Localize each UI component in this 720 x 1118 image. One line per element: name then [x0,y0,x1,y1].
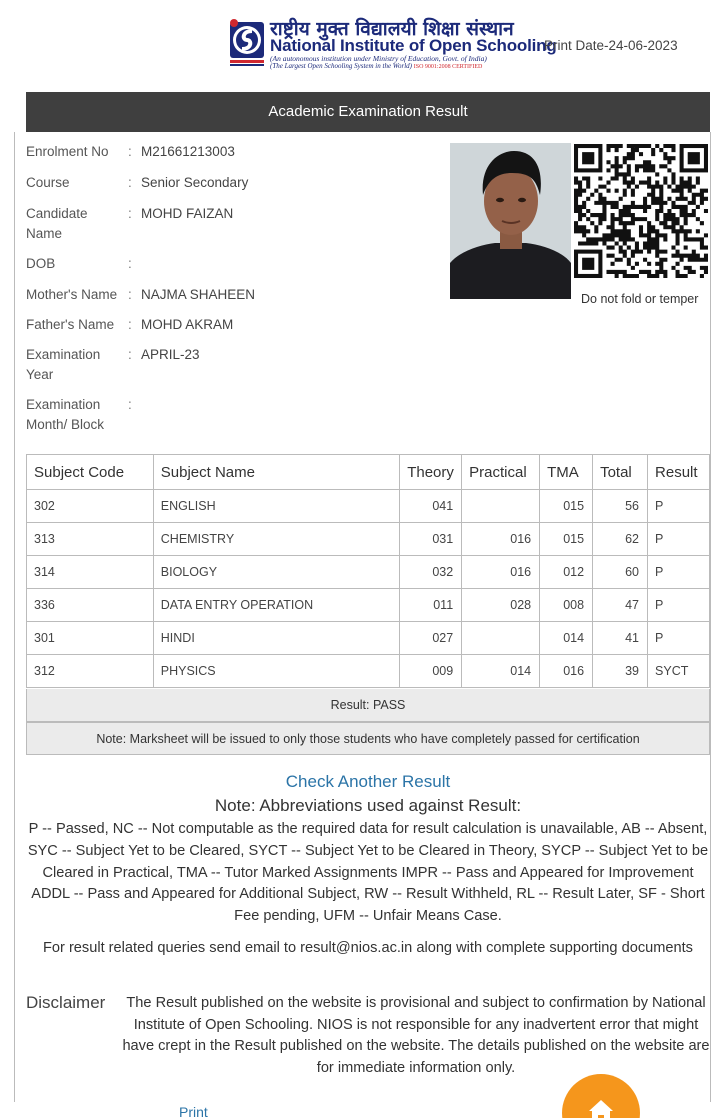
home-button[interactable] [562,1074,640,1118]
cell-practical [462,490,540,523]
cell-theory: 032 [400,556,462,589]
abbreviations-text: P -- Passed, NC -- Not computable as the required data for result calculation is unavailable, AB -- Absent, SYC -- Subject Yet to be Cleared, SYCT -- Subject Yet to be Cleared in Theory, SYCP -- Subject Yet to be Cleared in Practical, TMA -- Tutor Marked Assignments IMPR -- Pass and Appeared for Improvement ADDL -- Pass and Appeared for Additional Subject, RW -- Result Withheld, RL -- Result Later, SF - Short Fee pending, UFM -- Unfair Means Case. [27,821,709,925]
cell-result: P [648,622,710,655]
column-header: Subject Code [27,455,154,490]
frame-border-left [14,132,15,1102]
detail-colon: : [128,144,132,159]
detail-colon: : [128,206,132,221]
cell-theory: 041 [400,490,462,523]
detail-label: Examination Year [26,347,101,382]
home-icon [588,1098,614,1118]
detail-label: Candidate Name [26,206,88,241]
nios-logo [228,16,268,70]
org-name-english [270,36,557,56]
cell-subject-code: 336 [27,589,154,622]
column-header: Theory [400,455,462,490]
cell-total: 56 [593,490,648,523]
detail-colon: : [128,256,132,271]
disclaimer-text: The Result published on the website is provisional and subject to confirmation by National Institute of Open Schooling. NIOS is not responsible for any inadvertent error that might have crept in the Result published on the website. The details published on the website are for immediate information only. [122,995,710,1077]
cell-tma: 015 [540,523,593,556]
org-tagline: (An autonomous institution under Ministry of Education, Govt. of India) [270,54,487,63]
table-row [27,589,710,622]
table-row [27,556,710,589]
cell-subject-name: DATA ENTRY OPERATION [153,589,399,622]
detail-label: Examination Month/ Block [26,397,105,432]
column-header: TMA [540,455,593,490]
cell-subject-name: BIOLOGY [153,556,399,589]
table-header-row [27,455,710,490]
marks-table [26,454,710,688]
cell-practical: 016 [462,523,540,556]
org-tagline-2 [270,62,482,70]
detail-label: Father's Name [26,317,115,332]
detail-colon: : [128,347,132,362]
cell-subject-name: PHYSICS [153,655,399,688]
detail-value-exam-year: APRIL-23 [141,347,200,362]
frame-border-right [710,132,711,1102]
cell-total: 62 [593,523,648,556]
cell-total: 47 [593,589,648,622]
org-name-hindi: राष्ट्रीय मुक्त विद्यालयी शिक्षा संस्थान [270,18,514,40]
overall-result: Result: PASS [26,689,710,722]
cell-tma: 015 [540,490,593,523]
column-header: Total [593,455,648,490]
candidate-photo-image [450,143,571,299]
cell-result: SYCT [648,655,710,688]
cell-theory: 027 [400,622,462,655]
detail-colon: : [128,287,132,302]
detail-colon: : [128,397,132,412]
page-header [0,0,720,90]
table-row [27,523,710,556]
cell-subject-code: 314 [27,556,154,589]
table-row [27,622,710,655]
cell-result: P [648,490,710,523]
page-title: Academic Examination Result [26,92,710,132]
cell-theory: 009 [400,655,462,688]
detail-value-course: Senior Secondary [141,175,249,190]
check-another-result-link[interactable]: Check Another Result [285,772,451,791]
detail-value-candidate-name: MOHD FAIZAN [141,206,234,221]
cell-subject-code: 301 [27,622,154,655]
detail-label: Enrolment No [26,144,109,159]
column-header: Practical [462,455,540,490]
cell-tma: 012 [540,556,593,589]
cell-result: P [648,523,710,556]
detail-colon: : [128,317,132,332]
cell-theory: 031 [400,523,462,556]
cell-tma: 008 [540,589,593,622]
cell-theory: 011 [400,589,462,622]
org-name-prefix: National Institute of [270,36,429,55]
cell-result: P [648,589,710,622]
abbreviations-title: Note: Abbreviations used against Result: [214,796,522,815]
detail-value-father-name: MOHD AKRAM [141,317,234,332]
cell-total: 60 [593,556,648,589]
qr-code [574,144,708,278]
query-contact-text: For result related queries send email to result@nios.ac.in along with complete supporting documents [43,940,693,956]
column-header: Result [648,455,710,490]
detail-label: DOB [26,256,56,271]
table-row [27,490,710,523]
detail-value-enrolment: M21661213003 [141,144,235,159]
column-header: Subject Name [153,455,399,490]
cell-subject-code: 313 [27,523,154,556]
no-fold-notice: Do not fold or temper [581,292,699,306]
cell-subject-name: ENGLISH [153,490,399,523]
cell-practical [462,622,540,655]
print-link[interactable]: Print [179,1104,208,1118]
detail-label: Course [26,175,70,190]
cell-tma: 014 [540,622,593,655]
org-name-bold: Open Schooling [428,36,557,55]
detail-colon: : [128,175,132,190]
detail-value-mother-name: NAJMA SHAHEEN [141,287,256,302]
cell-tma: 016 [540,655,593,688]
detail-label: Mother's Name [26,287,118,302]
cell-result: P [648,556,710,589]
cell-subject-name: HINDI [153,622,399,655]
disclaimer-label: Disclaimer [26,993,106,1012]
cell-total: 39 [593,655,648,688]
cell-subject-code: 302 [27,490,154,523]
cell-practical: 016 [462,556,540,589]
candidate-photo [450,143,571,299]
cell-subject-code: 312 [27,655,154,688]
table-row [27,655,710,688]
org-tagline-2-text: (The Largest Open Schooling System in the World) [270,62,412,70]
iso-certification: ISO 9001:2008 CERTIFIED [413,64,483,70]
cell-practical: 028 [462,589,540,622]
marksheet-note: Note: Marksheet will be issued to only those students who have completely passed for certification [26,722,710,755]
cell-subject-name: CHEMISTRY [153,523,399,556]
print-date: Print Date-24-06-2023 [544,38,678,53]
cell-practical: 014 [462,655,540,688]
cell-total: 41 [593,622,648,655]
